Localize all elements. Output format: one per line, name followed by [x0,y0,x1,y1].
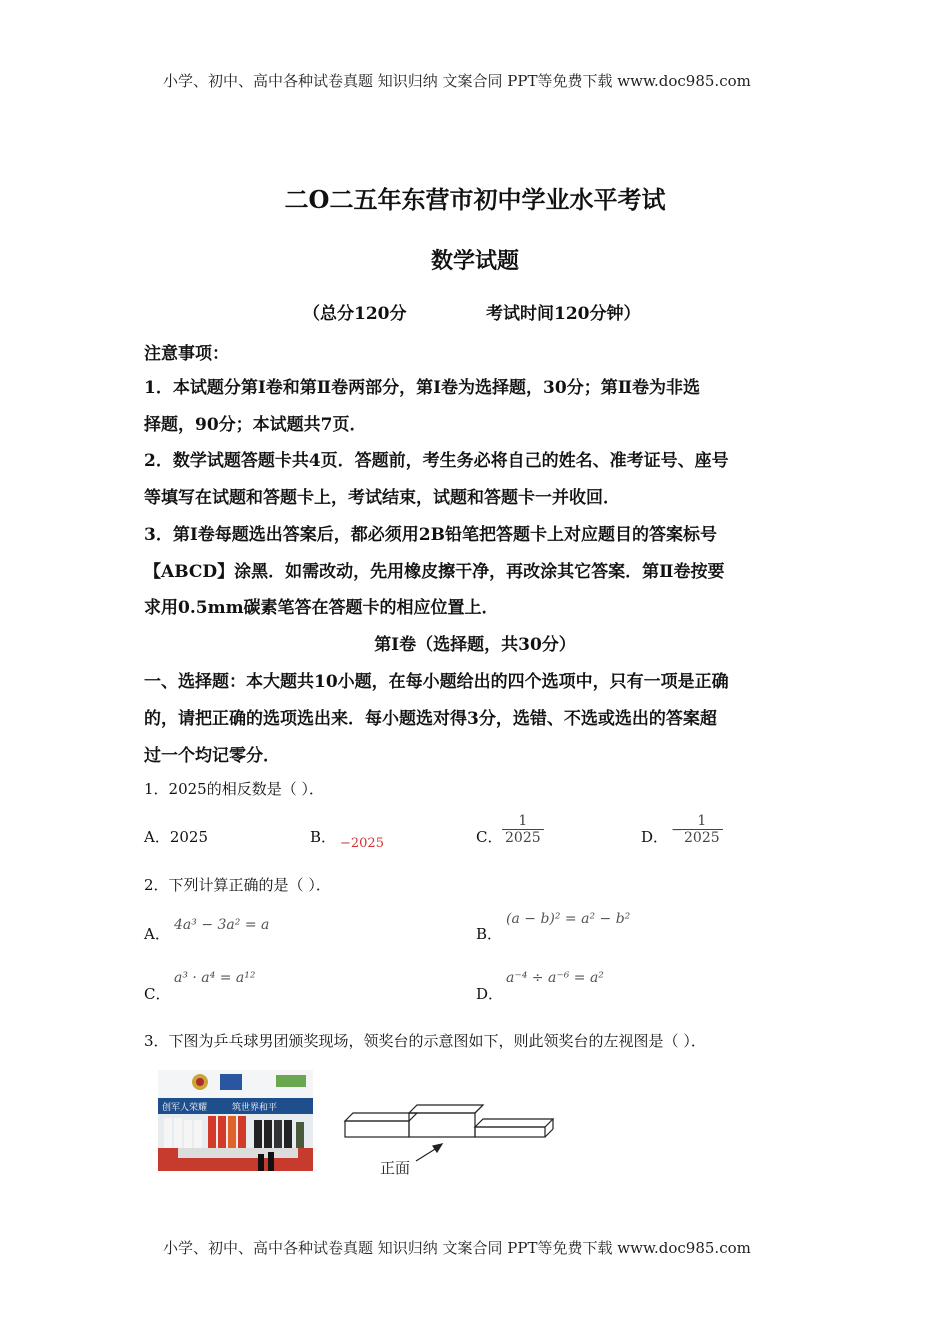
photo-banner-left: 创军人荣耀 [162,1103,208,1113]
q2-option-b-expr: (a − b)² = a² − b² [506,911,631,927]
fraction-denominator: 2025 [684,830,720,846]
q1-option-d-sign: − [671,822,683,838]
note-line: 1．本试题分第Ⅰ卷和第Ⅱ卷两部分，第Ⅰ卷为选择题，30分；第Ⅱ卷为非选 [144,378,701,398]
q2-option-c-expr: a³ · a⁴ = a¹² [174,970,256,986]
total-score: （总分120分 [303,304,407,324]
q1-option-a [144,826,208,847]
note-line: 【ABCD】涂黑．如需改动，先用橡皮擦干净，再改涂其它答案．第Ⅱ卷按要 [144,562,725,582]
award-ceremony-photo [158,1070,313,1171]
q1-option-b-text: −2025 [340,836,384,851]
section-instruction: 的，请把正确的选项选出来．每小题选对得3分，选错、不选或选出的答案超 [144,709,717,729]
fraction-denominator: 2025 [505,830,541,846]
section-title: 第Ⅰ卷（选择题，共30分） [374,635,576,655]
section-instruction: 一、选择题：本大题共10小题，在每小题给出的四个选项中，只有一项是正确 [144,672,729,692]
option-label: A． [144,828,170,846]
option-label: D． [641,828,669,846]
note-line: 择题，90分；本试题共7页． [144,415,367,435]
notes-heading: 注意事项： [144,344,229,364]
question-3-stem: 3．下图为乒乓球男团颁奖现场，领奖台的示意图如下，则此领奖台的左视图是（ ）． [144,1032,706,1050]
note-line: 求用0.5mm碳素笔答在答题卡的相应位置上． [144,598,499,618]
option-label: B． [310,828,337,846]
section-instruction: 过一个均记零分． [144,746,280,766]
q2-option-b-label: B． [476,925,503,943]
q1-option-b [310,826,336,847]
podium-diagram [338,1095,563,1185]
front-view-label: 正面 [380,1159,411,1177]
q2-option-d-expr: a⁻⁴ ÷ a⁻⁶ = a² [506,970,604,986]
exam-subject: 数学试题 [430,248,519,274]
q2-option-a-expr: 4a³ − 3a² = a [174,917,270,933]
note-line: 等填写在试题和答题卡上，考试结束，试题和答题卡一并收回． [144,488,620,508]
note-line: 2．数学试题答题卡共4页．答题前，考生务必将自己的姓名、准考证号、座号 [144,451,729,471]
exam-title: 二O二五年东营市初中学业水平考试 [284,185,666,214]
q2-option-c-label: C． [144,985,171,1003]
q1-option-c-fraction [502,813,544,846]
note-line: 3．第Ⅰ卷每题选出答案后，都必须用2B铅笔把答题卡上对应题目的答案标号 [144,525,717,545]
page-header: 小学、初中、高中各种试卷真题 知识归纳 文案合同 PPT等免费下载 www.doc985.com [163,72,751,90]
question-1-stem: 1．2025的相反数是（ ）． [144,780,324,798]
fraction-numerator: 1 [502,813,544,830]
fraction-numerator: 1 [681,813,723,830]
option-label: C． [476,828,503,846]
q2-option-a-label: A． [144,925,170,943]
q2-option-d-label: D． [476,985,504,1003]
q1-option-d [641,826,668,847]
photo-banner-right: 筑世界和平 [232,1103,278,1113]
q1-option-d-fraction [681,813,723,846]
question-2-stem: 2．下列计算正确的是（ ）． [144,876,331,894]
option-text: 2025 [169,828,209,846]
page-footer: 小学、初中、高中各种试卷真题 知识归纳 文案合同 PPT等免费下载 www.doc985.com [163,1239,751,1257]
exam-time: 考试时间120分钟） [486,304,641,324]
q1-option-c [476,826,502,847]
